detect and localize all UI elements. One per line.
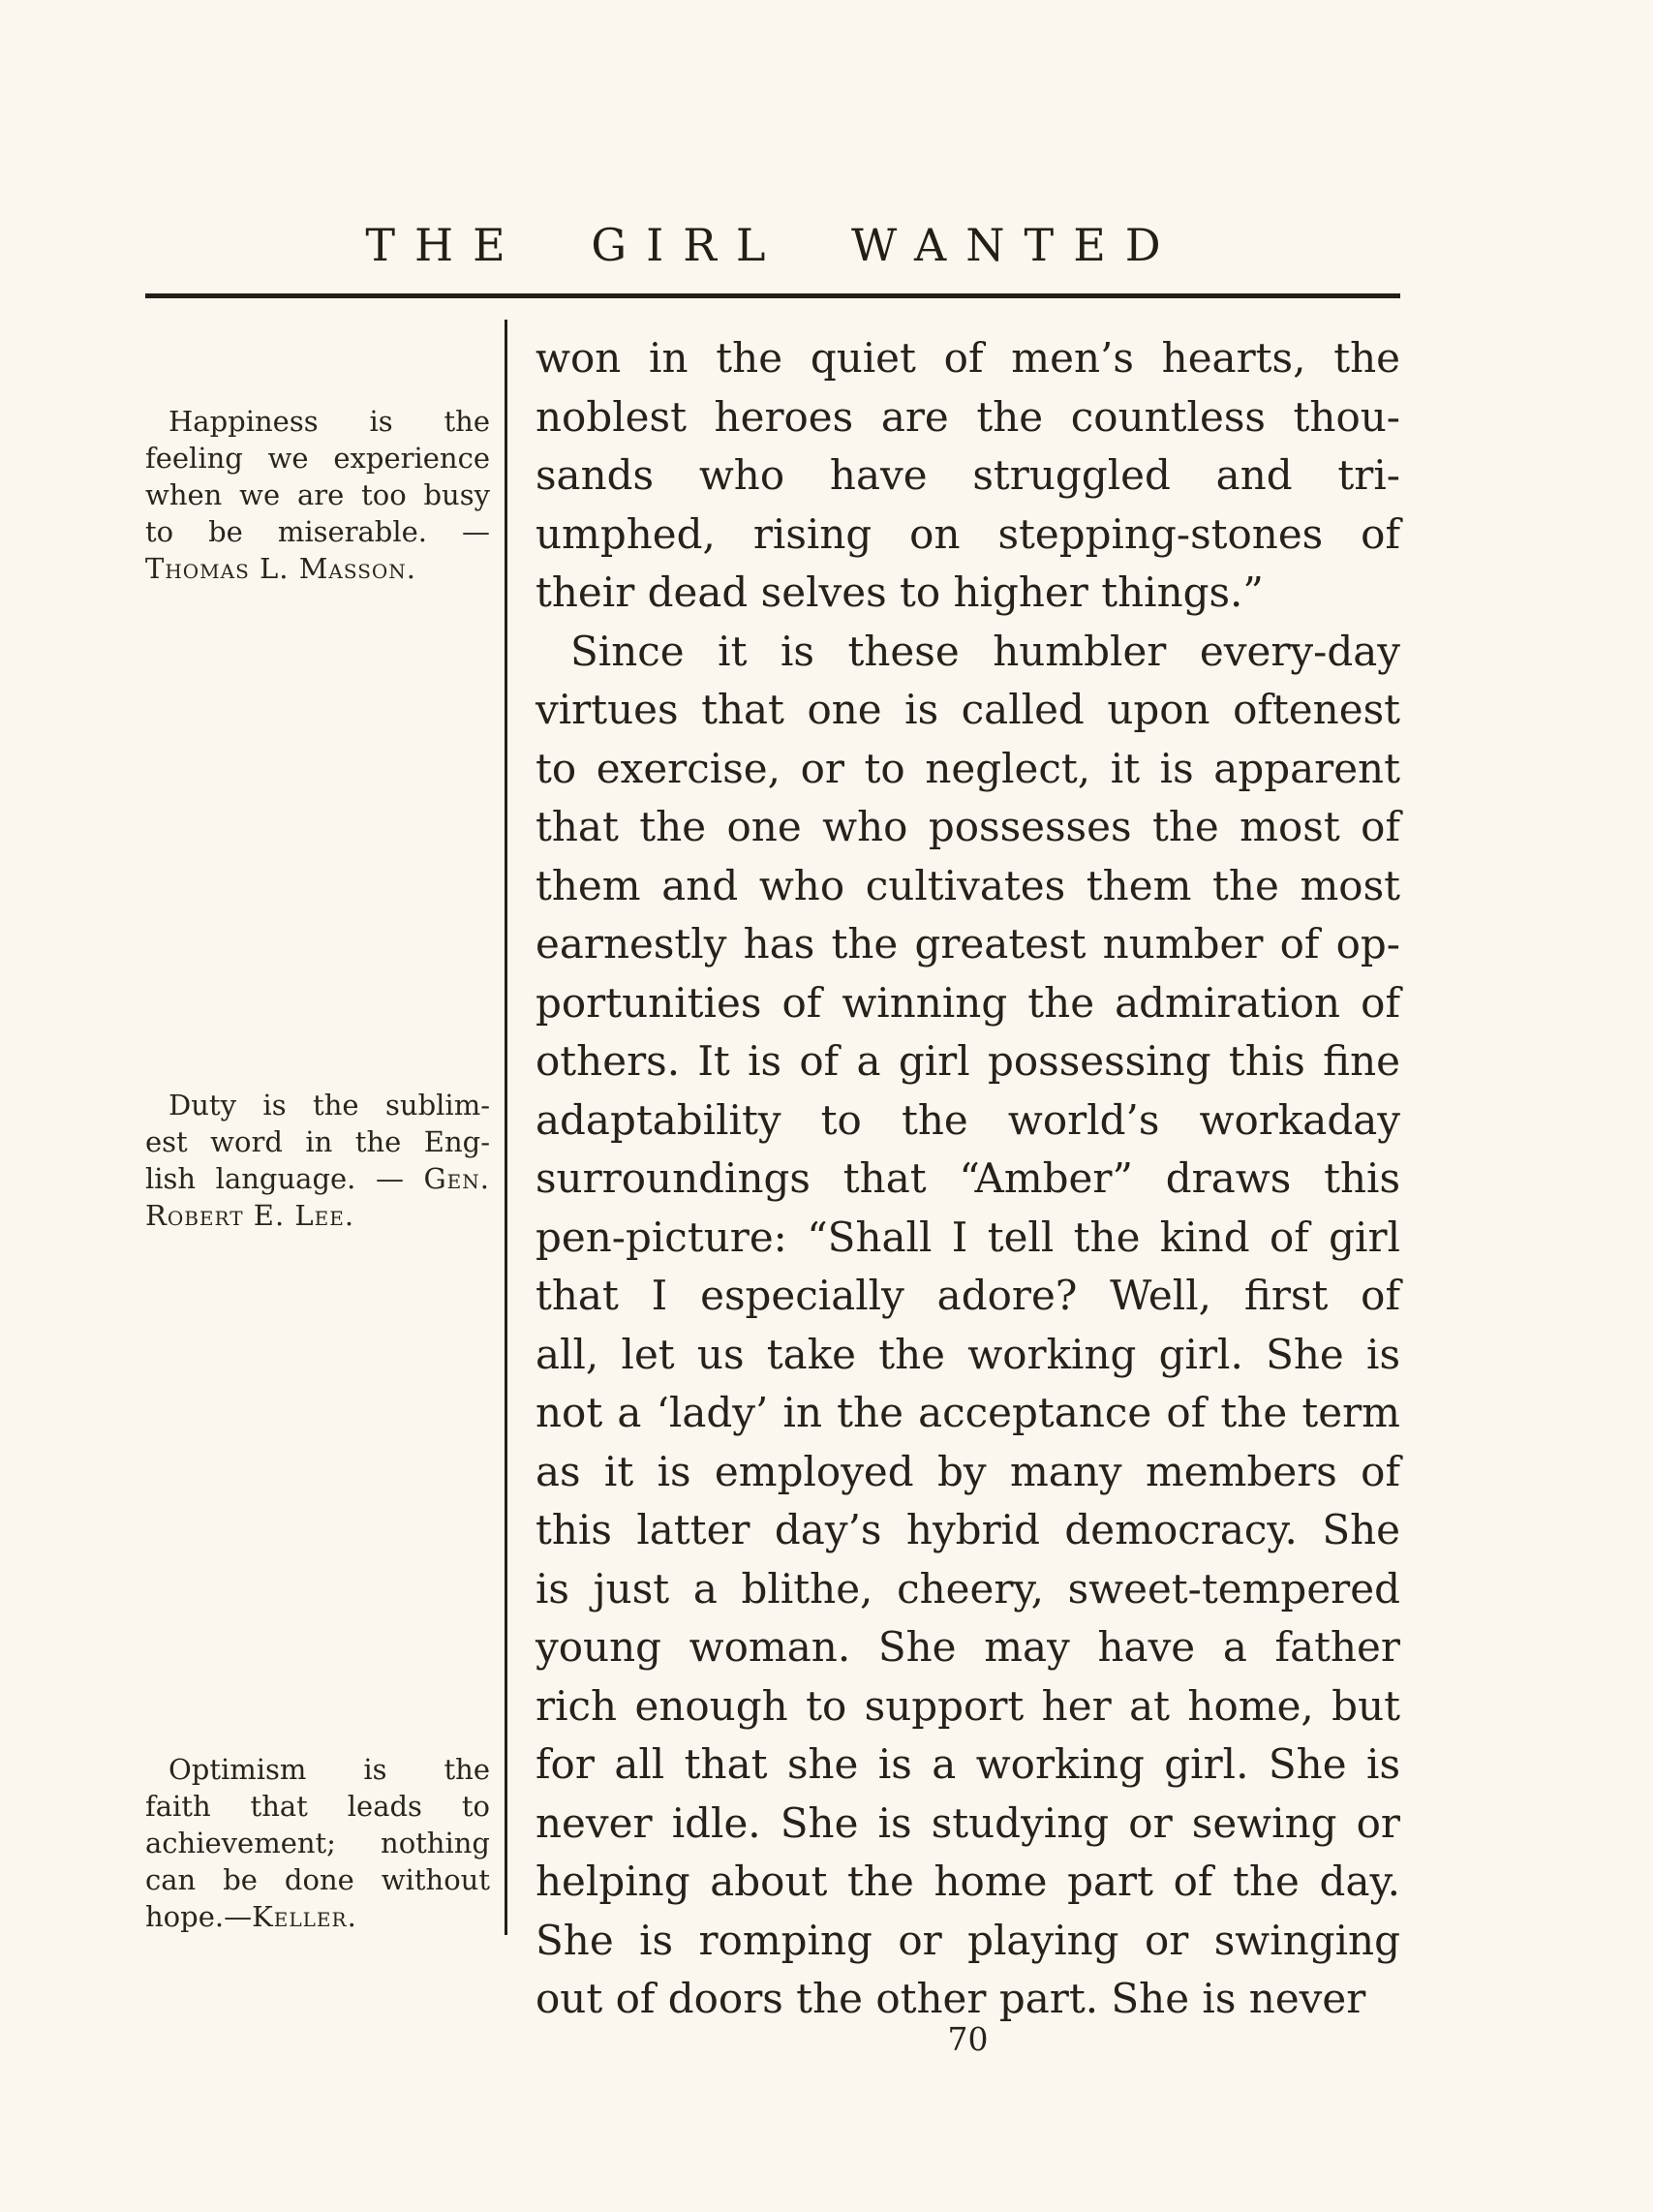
quote-line: [145, 1861, 490, 1898]
body-line: Since it is these humbler every-day: [570, 627, 1400, 675]
quote-line: [145, 1788, 490, 1825]
body-column: [536, 329, 1400, 2029]
margin-quote: [145, 403, 490, 587]
quote-text: est word in the Eng-: [145, 1125, 490, 1158]
body-line: is just a blithe, cheery, sweet-tempered: [536, 1564, 1400, 1613]
body-line: portunities of winning the admiration of: [536, 978, 1400, 1027]
body-line: sands who have struggled and tri-: [536, 451, 1400, 499]
quote-text: feeling we experience: [145, 442, 490, 475]
body-line: helping about the home part of the day.: [536, 1858, 1400, 1905]
margin-quote: [145, 1087, 490, 1234]
quote-attribution-text: Thomas L. Masson.: [145, 552, 417, 585]
quote-text: when we are too busy: [145, 478, 490, 511]
quote-text: to be miserable. —: [145, 515, 490, 548]
page-number: 70: [947, 2020, 989, 2058]
page-title: THE GIRL WANTED: [365, 219, 1180, 271]
body-line: adaptability to the world’s workaday: [536, 1095, 1400, 1144]
quote-text: lish language. —: [145, 1162, 424, 1195]
quote-line: [145, 1087, 490, 1123]
body-line: others. It is of a girl possessing this fine: [536, 1037, 1400, 1085]
quote-text: Happiness is the: [168, 405, 490, 438]
body-line: never idle. She is studying or sewing or: [536, 1798, 1400, 1847]
body-line: noblest heroes are the countless thou-: [536, 392, 1400, 441]
quote-text: hope.—: [145, 1900, 253, 1933]
quote-attribution-text: Keller.: [252, 1900, 357, 1933]
body-line: umphed, rising on stepping-stones of: [536, 509, 1400, 558]
quote-line: [145, 1751, 490, 1788]
body-line: not a ‘lady’ in the acceptance of the term: [536, 1389, 1400, 1436]
body-line: that the one who possesses the most of: [536, 803, 1400, 850]
body-line: rich enough to support her at home, but: [536, 1681, 1400, 1730]
body-line: young woman. She may have a father: [536, 1623, 1400, 1671]
quote-attribution-text: Robert E. Lee.: [145, 1199, 355, 1232]
quote-line: [145, 403, 490, 440]
paragraph: [536, 329, 1400, 623]
paragraph: [536, 623, 1400, 2029]
body-line: that I especially adore? Well, first of: [536, 1272, 1400, 1319]
body-line: as it is employed by many members of: [536, 1447, 1400, 1495]
quote-line: [145, 1123, 490, 1160]
body-line: for all that she is a working girl. She is: [536, 1740, 1400, 1788]
margin-quote: [145, 1751, 490, 1935]
body-line: earnestly has the greatest number of op-: [536, 920, 1400, 968]
quote-text: can be done without: [145, 1863, 490, 1896]
quote-line: [145, 476, 490, 513]
quote-text: Duty is the sublim-: [168, 1089, 490, 1121]
body-line: to exercise, or to neglect, it is apparent: [536, 744, 1400, 792]
body-line: them and who cultivates them the most: [536, 861, 1400, 909]
quote-line: [145, 550, 490, 587]
body-line: She is romping or playing or swinging: [536, 1916, 1400, 1964]
quote-line: [145, 513, 490, 550]
quote-line: [145, 1197, 490, 1234]
quote-line: [145, 1898, 490, 1935]
body-line: surroundings that “Amber” draws this: [536, 1154, 1400, 1202]
body-line: won in the quiet of men’s hearts, the: [536, 334, 1400, 382]
body-line: all, let us take the working girl. She is: [536, 1330, 1400, 1378]
quote-attribution-text: Gen.: [423, 1162, 490, 1195]
body-line: pen-picture: “Shall I tell the kind of girl: [536, 1213, 1400, 1261]
quote-text: faith that leads to: [145, 1790, 490, 1823]
column-divider: [505, 320, 507, 1935]
quote-text: Optimism is the: [168, 1753, 490, 1786]
body-line: virtues that one is called upon oftenest: [536, 686, 1400, 733]
quote-line: [145, 1825, 490, 1861]
body-line: this latter day’s hybrid democracy. She: [536, 1506, 1400, 1553]
body-line: out of doors the other part. She is never: [536, 1975, 1366, 2022]
quote-text: achievement; nothing: [145, 1827, 490, 1859]
quote-line: [145, 1160, 490, 1197]
header-rule: [145, 293, 1400, 298]
body-line: their dead selves to higher things.”: [536, 568, 1264, 616]
quote-line: [145, 440, 490, 476]
